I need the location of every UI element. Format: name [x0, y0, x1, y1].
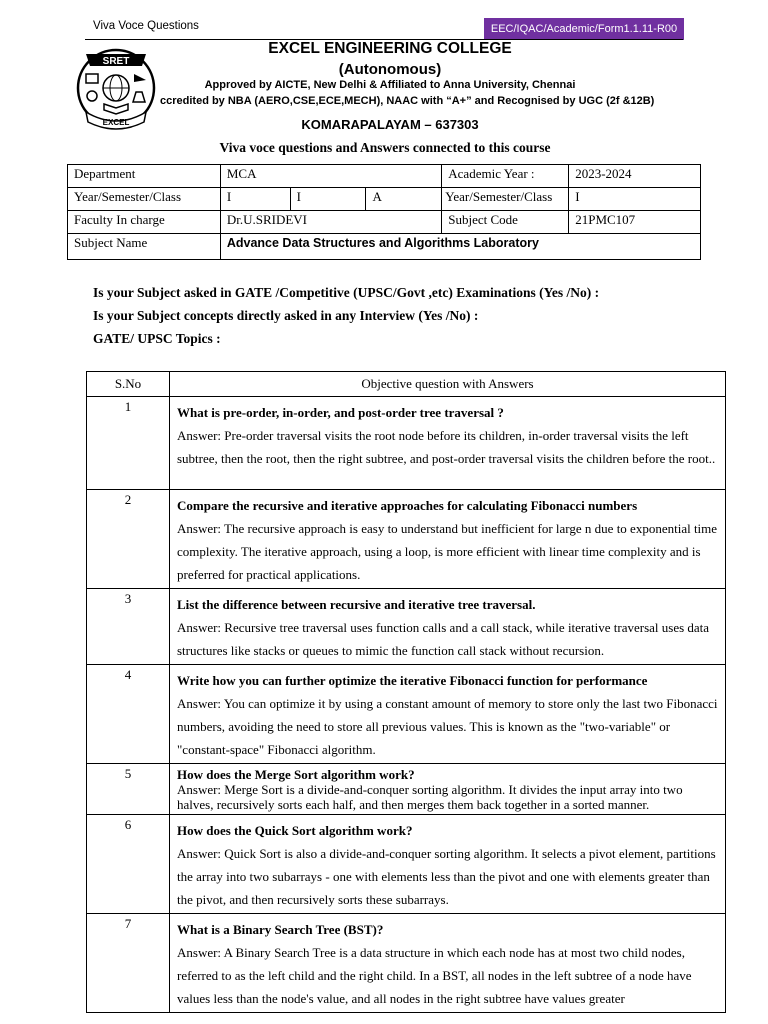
department-label: Department: [68, 165, 221, 188]
ysc-label: Year/Semester/Class: [68, 188, 221, 211]
row-question: What is pre-order, in-order, and post-order tree traversal ?: [177, 405, 504, 420]
row-content: [170, 815, 726, 914]
row-question: Compare the recursive and iterative approaches for calculating Fibonacci numbers: [177, 498, 638, 513]
row-sno: 6: [87, 815, 170, 914]
row-question: List the difference between recursive and iterative tree traversal.: [177, 597, 536, 612]
row-content: [170, 764, 726, 815]
row-answer: Answer: The recursive approach is easy to understand but inefficient for large n due to exponential time complexity. The iterative approach, using a loop, is more efficient with linear time complexity and is preferred for practical applications.: [177, 521, 718, 582]
gate-question: Is your Subject asked in GATE /Competitive (UPSC/Govt ,etc) Examinations (Yes /No) :: [93, 285, 600, 300]
row-content: [170, 490, 726, 589]
row-answer: Answer: Pre-order traversal visits the root node before its children, in-order traversal visits the left subtree, then the root, then the right subtree, and post-order traversal visits the children before the root..: [177, 428, 716, 466]
row-sno: 7: [87, 914, 170, 1013]
row-content: [170, 914, 726, 1013]
ysc-value-2: I: [569, 188, 701, 211]
logo-top-text: SRET: [102, 56, 130, 67]
form-code-badge: EEC/IQAC/Academic/Form1.1.11-R00: [484, 18, 684, 40]
row-answer: Answer: Merge Sort is a divide-and-conquer sorting algorithm. It divides the input array into two halves, recursively sorts each half, and then merges them back together in a sorted manner.: [177, 782, 683, 812]
subject-code-value: 21PMC107: [569, 211, 701, 234]
qa-table: [86, 371, 726, 1013]
info-row-subject: [68, 234, 701, 260]
row-content: [170, 665, 726, 764]
row-answer: Answer: Recursive tree traversal uses function calls and a call stack, while iterative traversal uses data structures like stacks or queues to mimic the function call stack without recursion.: [177, 620, 710, 658]
subject-name-label: Subject Name: [68, 234, 221, 260]
computer-icon: [86, 74, 98, 83]
document-title: Viva voce questions and Answers connected to this course: [219, 140, 551, 155]
faculty-label: Faculty In charge: [68, 211, 221, 234]
header-label: Viva Voce Questions: [93, 20, 199, 32]
class-value: A: [366, 188, 442, 211]
row-content: [170, 397, 726, 490]
table-row: [87, 589, 726, 665]
row-question: How does the Merge Sort algorithm work?: [177, 767, 415, 782]
logo-bottom-text: EXCEL: [102, 118, 130, 127]
row-sno: 2: [87, 490, 170, 589]
info-row-department: [68, 165, 701, 188]
row-question: What is a Binary Search Tree (BST)?: [177, 922, 384, 937]
row-content: [170, 589, 726, 665]
table-row: [87, 665, 726, 764]
semester-value: I: [290, 188, 366, 211]
faculty-value: Dr.U.SRIDEVI: [220, 211, 441, 234]
college-status: (Autonomous): [338, 61, 442, 78]
table-row: [87, 914, 726, 1013]
academic-year-label: Academic Year :: [442, 165, 569, 188]
college-name: EXCEL ENGINEERING COLLEGE: [268, 40, 512, 57]
plane-icon: [134, 74, 146, 82]
book-icon: [104, 104, 128, 114]
row-sno: 3: [87, 589, 170, 665]
table-row: [87, 815, 726, 914]
table-row: [87, 764, 726, 815]
college-logo: [72, 42, 160, 132]
course-info-table: [67, 164, 701, 260]
col-question-header: Objective question with Answers: [170, 372, 726, 397]
info-row-year: [68, 188, 701, 211]
row-sno: 4: [87, 665, 170, 764]
year-value: I: [220, 188, 290, 211]
flask-icon: [133, 92, 145, 102]
subject-code-label: Subject Code: [442, 211, 569, 234]
info-row-faculty: [68, 211, 701, 234]
col-sno-header: S.No: [87, 372, 170, 397]
row-sno: 5: [87, 764, 170, 815]
college-accreditation: ccredited by NBA (AERO,CSE,ECE,MECH), NAAC with “A+” and Recognised by UGC (2f &12B): [160, 95, 655, 107]
interview-question: Is your Subject concepts directly asked in any Interview (Yes /No) :: [93, 308, 479, 323]
row-answer: Answer: A Binary Search Tree is a data structure in which each node has at most two child nodes, referred to as the left child and the right child. In a BST, all nodes in the left subtree of a node have values less than the node's value, and all nodes in the right subtree have values greater: [177, 945, 692, 1006]
row-question: Write how you can further optimize the iterative Fibonacci function for performance: [177, 673, 648, 688]
college-address: KOMARAPALAYAM – 637303: [301, 117, 479, 132]
ysc-label-2: Year/Semester/Class: [442, 188, 569, 211]
row-sno: 1: [87, 397, 170, 490]
college-approval: Approved by AICTE, New Delhi & Affiliated to Anna University, Chennai: [204, 79, 576, 91]
qa-header-row: [87, 372, 726, 397]
gate-topics: GATE/ UPSC Topics :: [93, 331, 221, 346]
academic-year-value: 2023-2024: [569, 165, 701, 188]
table-row: [87, 490, 726, 589]
subject-name-value: Advance Data Structures and Algorithms Laboratory: [220, 234, 700, 260]
row-question: How does the Quick Sort algorithm work?: [177, 823, 413, 838]
row-answer: Answer: Quick Sort is also a divide-and-conquer sorting algorithm. It selects a pivot element, partitions the array into two subarrays - one with elements less than the pivot and one with elements greater than the pivot, and then recursively sorts these subarrays.: [177, 846, 716, 907]
table-row: [87, 397, 726, 490]
gear-icon: [87, 91, 97, 101]
row-answer: Answer: You can optimize it by using a constant amount of memory to store only the last two Fibonacci numbers, avoiding the need to store all previous values. This is known as the "two-variable" or "constant-space" Fibonacci algorithm.: [177, 696, 718, 757]
department-value: MCA: [220, 165, 441, 188]
